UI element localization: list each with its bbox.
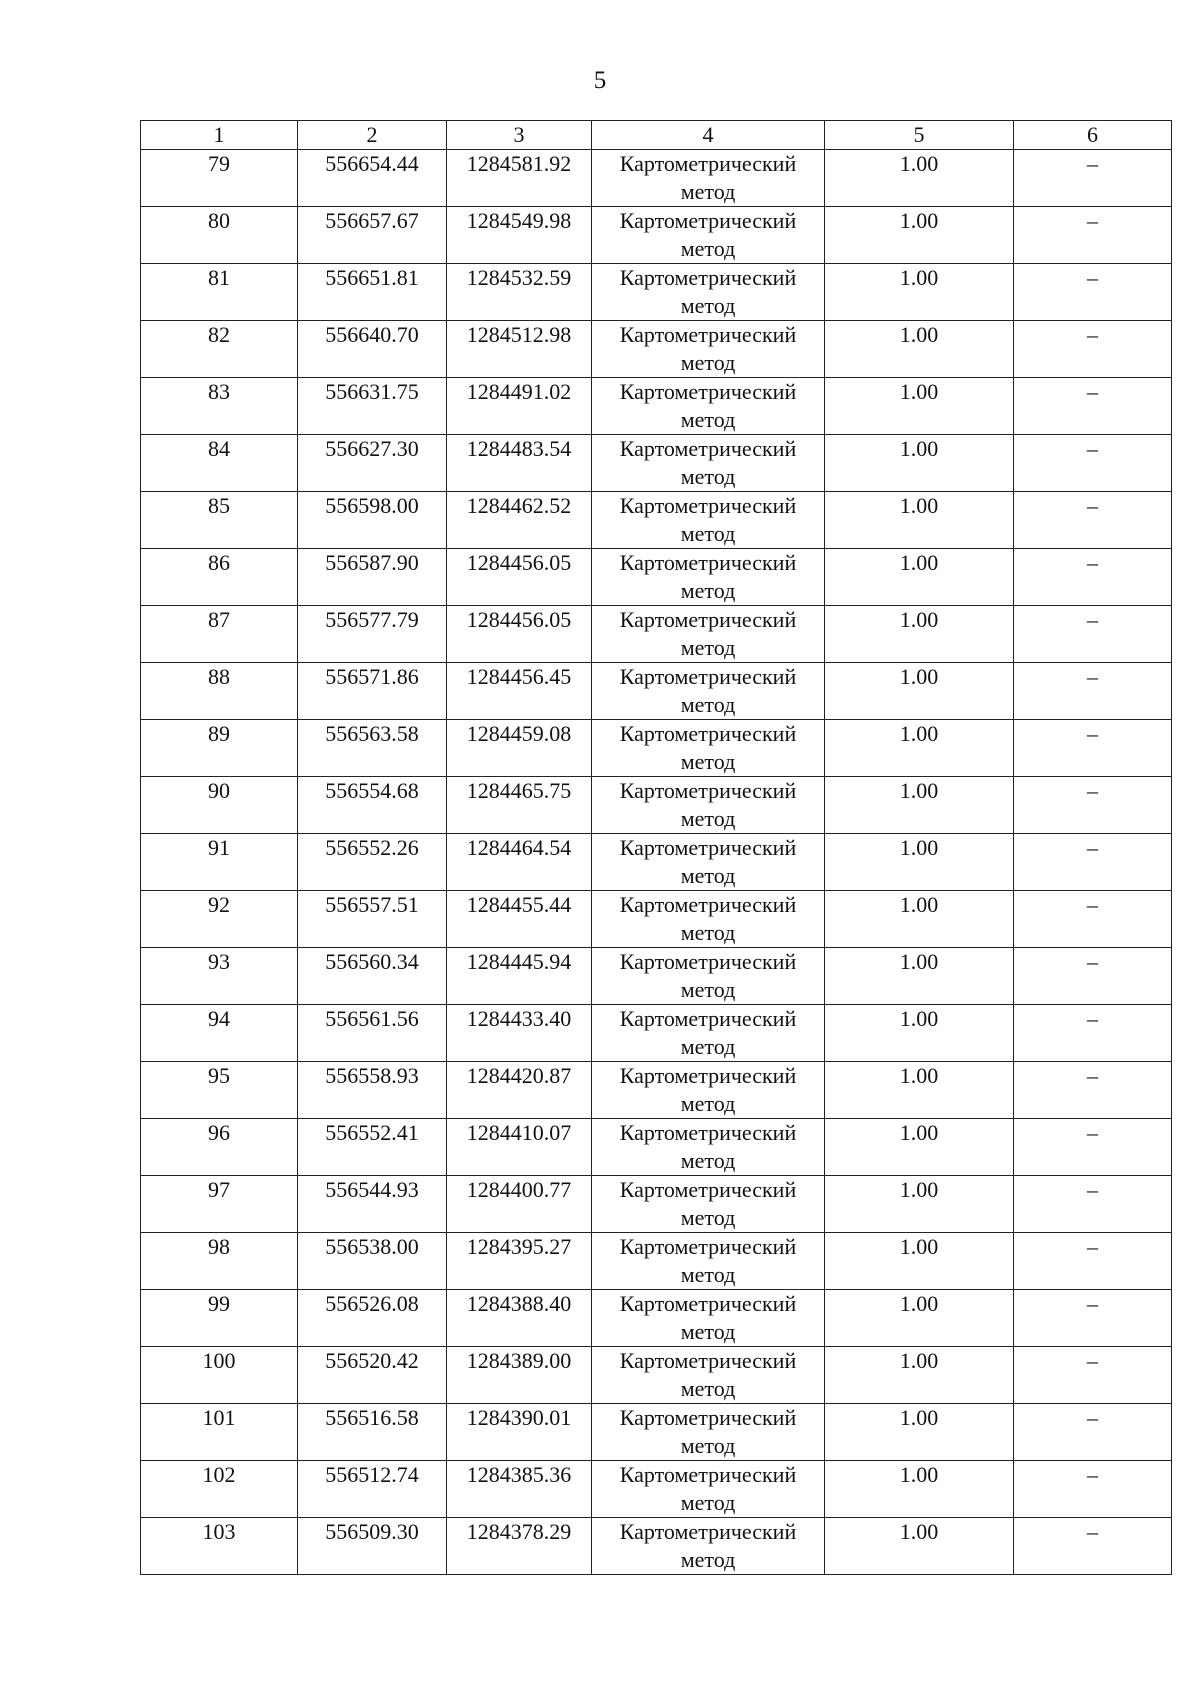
table-row <box>141 1404 1172 1461</box>
x-coordinate-cell: 556509.30 <box>298 1518 447 1575</box>
point-number-cell: 96 <box>141 1119 298 1176</box>
table-row <box>141 1176 1172 1233</box>
y-coordinate-cell: 1284549.98 <box>447 207 592 264</box>
y-coordinate-cell: 1284388.40 <box>447 1290 592 1347</box>
y-coordinate-cell: 1284456.45 <box>447 663 592 720</box>
method-cell: Картометрический метод <box>592 1404 825 1461</box>
y-coordinate-cell: 1284395.27 <box>447 1233 592 1290</box>
table-row <box>141 606 1172 663</box>
y-coordinate-cell: 1284455.44 <box>447 891 592 948</box>
method-cell: Картометрический метод <box>592 321 825 378</box>
x-coordinate-cell: 556561.56 <box>298 1005 447 1062</box>
x-coordinate-cell: 556587.90 <box>298 549 447 606</box>
accuracy-cell: 1.00 <box>825 663 1014 720</box>
y-coordinate-cell: 1284464.54 <box>447 834 592 891</box>
accuracy-cell: 1.00 <box>825 1347 1014 1404</box>
x-coordinate-cell: 556654.44 <box>298 150 447 207</box>
description-cell: – <box>1014 1290 1172 1347</box>
method-cell: Картометрический метод <box>592 150 825 207</box>
method-cell: Картометрический метод <box>592 1119 825 1176</box>
x-coordinate-cell: 556516.58 <box>298 1404 447 1461</box>
x-coordinate-cell: 556552.26 <box>298 834 447 891</box>
description-cell: – <box>1014 378 1172 435</box>
table-row <box>141 834 1172 891</box>
x-coordinate-cell: 556557.51 <box>298 891 447 948</box>
x-coordinate-cell: 556520.42 <box>298 1347 447 1404</box>
table-header-row <box>141 121 1172 150</box>
method-cell: Картометрический метод <box>592 264 825 321</box>
description-cell: – <box>1014 1062 1172 1119</box>
accuracy-cell: 1.00 <box>825 1404 1014 1461</box>
method-cell: Картометрический метод <box>592 663 825 720</box>
x-coordinate-cell: 556526.08 <box>298 1290 447 1347</box>
y-coordinate-cell: 1284532.59 <box>447 264 592 321</box>
point-number-cell: 85 <box>141 492 298 549</box>
y-coordinate-cell: 1284456.05 <box>447 549 592 606</box>
method-cell: Картометрический метод <box>592 1290 825 1347</box>
y-coordinate-cell: 1284459.08 <box>447 720 592 777</box>
point-number-cell: 100 <box>141 1347 298 1404</box>
table-row <box>141 321 1172 378</box>
point-number-cell: 98 <box>141 1233 298 1290</box>
point-number-cell: 90 <box>141 777 298 834</box>
point-number-cell: 81 <box>141 264 298 321</box>
description-cell: – <box>1014 492 1172 549</box>
description-cell: – <box>1014 264 1172 321</box>
point-number-cell: 86 <box>141 549 298 606</box>
y-coordinate-cell: 1284420.87 <box>447 1062 592 1119</box>
y-coordinate-cell: 1284385.36 <box>447 1461 592 1518</box>
y-coordinate-cell: 1284483.54 <box>447 435 592 492</box>
point-number-cell: 83 <box>141 378 298 435</box>
method-cell: Картометрический метод <box>592 378 825 435</box>
accuracy-cell: 1.00 <box>825 435 1014 492</box>
method-cell: Картометрический метод <box>592 948 825 1005</box>
y-coordinate-cell: 1284445.94 <box>447 948 592 1005</box>
description-cell: – <box>1014 150 1172 207</box>
description-cell: – <box>1014 207 1172 264</box>
point-number-cell: 97 <box>141 1176 298 1233</box>
accuracy-cell: 1.00 <box>825 549 1014 606</box>
column-header-2: 2 <box>298 121 447 150</box>
table-row <box>141 378 1172 435</box>
x-coordinate-cell: 556558.93 <box>298 1062 447 1119</box>
accuracy-cell: 1.00 <box>825 1233 1014 1290</box>
table-row <box>141 1062 1172 1119</box>
accuracy-cell: 1.00 <box>825 1005 1014 1062</box>
point-number-cell: 93 <box>141 948 298 1005</box>
y-coordinate-cell: 1284462.52 <box>447 492 592 549</box>
accuracy-cell: 1.00 <box>825 720 1014 777</box>
accuracy-cell: 1.00 <box>825 891 1014 948</box>
method-cell: Картометрический метод <box>592 1005 825 1062</box>
x-coordinate-cell: 556538.00 <box>298 1233 447 1290</box>
y-coordinate-cell: 1284491.02 <box>447 378 592 435</box>
description-cell: – <box>1014 435 1172 492</box>
table-row <box>141 1347 1172 1404</box>
page-number: 5 <box>593 67 607 94</box>
point-number-cell: 102 <box>141 1461 298 1518</box>
y-coordinate-cell: 1284389.00 <box>447 1347 592 1404</box>
description-cell: – <box>1014 834 1172 891</box>
point-number-cell: 95 <box>141 1062 298 1119</box>
point-number-cell: 88 <box>141 663 298 720</box>
column-header-3: 3 <box>447 121 592 150</box>
accuracy-cell: 1.00 <box>825 321 1014 378</box>
x-coordinate-cell: 556544.93 <box>298 1176 447 1233</box>
description-cell: – <box>1014 663 1172 720</box>
y-coordinate-cell: 1284456.05 <box>447 606 592 663</box>
point-number-cell: 101 <box>141 1404 298 1461</box>
description-cell: – <box>1014 948 1172 1005</box>
method-cell: Картометрический метод <box>592 834 825 891</box>
table-row <box>141 1290 1172 1347</box>
description-cell: – <box>1014 1461 1172 1518</box>
y-coordinate-cell: 1284410.07 <box>447 1119 592 1176</box>
method-cell: Картометрический метод <box>592 720 825 777</box>
table-row <box>141 1518 1172 1575</box>
x-coordinate-cell: 556651.81 <box>298 264 447 321</box>
table-row <box>141 1005 1172 1062</box>
point-number-cell: 103 <box>141 1518 298 1575</box>
method-cell: Картометрический метод <box>592 891 825 948</box>
accuracy-cell: 1.00 <box>825 1176 1014 1233</box>
point-number-cell: 87 <box>141 606 298 663</box>
accuracy-cell: 1.00 <box>825 777 1014 834</box>
y-coordinate-cell: 1284400.77 <box>447 1176 592 1233</box>
table-row <box>141 1119 1172 1176</box>
point-number-cell: 89 <box>141 720 298 777</box>
x-coordinate-cell: 556627.30 <box>298 435 447 492</box>
table-row <box>141 264 1172 321</box>
column-header-6: 6 <box>1014 121 1172 150</box>
x-coordinate-cell: 556631.75 <box>298 378 447 435</box>
table-row <box>141 948 1172 1005</box>
table-row <box>141 207 1172 264</box>
table-row <box>141 492 1172 549</box>
x-coordinate-cell: 556571.86 <box>298 663 447 720</box>
accuracy-cell: 1.00 <box>825 948 1014 1005</box>
x-coordinate-cell: 556560.34 <box>298 948 447 1005</box>
method-cell: Картометрический метод <box>592 492 825 549</box>
table-row <box>141 720 1172 777</box>
method-cell: Картометрический метод <box>592 549 825 606</box>
accuracy-cell: 1.00 <box>825 492 1014 549</box>
accuracy-cell: 1.00 <box>825 1119 1014 1176</box>
table-row <box>141 1461 1172 1518</box>
accuracy-cell: 1.00 <box>825 1518 1014 1575</box>
y-coordinate-cell: 1284465.75 <box>447 777 592 834</box>
coordinates-table <box>140 120 1172 1575</box>
y-coordinate-cell: 1284390.01 <box>447 1404 592 1461</box>
y-coordinate-cell: 1284378.29 <box>447 1518 592 1575</box>
table-row <box>141 549 1172 606</box>
table-row <box>141 777 1172 834</box>
accuracy-cell: 1.00 <box>825 606 1014 663</box>
description-cell: – <box>1014 720 1172 777</box>
x-coordinate-cell: 556577.79 <box>298 606 447 663</box>
point-number-cell: 91 <box>141 834 298 891</box>
accuracy-cell: 1.00 <box>825 207 1014 264</box>
description-cell: – <box>1014 1518 1172 1575</box>
point-number-cell: 99 <box>141 1290 298 1347</box>
table-row <box>141 663 1172 720</box>
description-cell: – <box>1014 1347 1172 1404</box>
method-cell: Картометрический метод <box>592 435 825 492</box>
x-coordinate-cell: 556554.68 <box>298 777 447 834</box>
y-coordinate-cell: 1284512.98 <box>447 321 592 378</box>
point-number-cell: 82 <box>141 321 298 378</box>
method-cell: Картометрический метод <box>592 777 825 834</box>
method-cell: Картометрический метод <box>592 1461 825 1518</box>
description-cell: – <box>1014 1176 1172 1233</box>
description-cell: – <box>1014 1119 1172 1176</box>
table-row <box>141 1233 1172 1290</box>
point-number-cell: 94 <box>141 1005 298 1062</box>
description-cell: – <box>1014 891 1172 948</box>
accuracy-cell: 1.00 <box>825 1461 1014 1518</box>
x-coordinate-cell: 556657.67 <box>298 207 447 264</box>
column-header-5: 5 <box>825 121 1014 150</box>
column-header-4: 4 <box>592 121 825 150</box>
method-cell: Картометрический метод <box>592 1518 825 1575</box>
accuracy-cell: 1.00 <box>825 264 1014 321</box>
method-cell: Картометрический метод <box>592 1233 825 1290</box>
x-coordinate-cell: 556552.41 <box>298 1119 447 1176</box>
point-number-cell: 79 <box>141 150 298 207</box>
table-row <box>141 891 1172 948</box>
description-cell: – <box>1014 321 1172 378</box>
table-body <box>141 150 1172 1575</box>
accuracy-cell: 1.00 <box>825 150 1014 207</box>
accuracy-cell: 1.00 <box>825 1290 1014 1347</box>
point-number-cell: 92 <box>141 891 298 948</box>
accuracy-cell: 1.00 <box>825 834 1014 891</box>
method-cell: Картометрический метод <box>592 1062 825 1119</box>
point-number-cell: 80 <box>141 207 298 264</box>
x-coordinate-cell: 556598.00 <box>298 492 447 549</box>
y-coordinate-cell: 1284433.40 <box>447 1005 592 1062</box>
accuracy-cell: 1.00 <box>825 378 1014 435</box>
x-coordinate-cell: 556640.70 <box>298 321 447 378</box>
method-cell: Картометрический метод <box>592 1347 825 1404</box>
method-cell: Картометрический метод <box>592 606 825 663</box>
column-header-1: 1 <box>141 121 298 150</box>
accuracy-cell: 1.00 <box>825 1062 1014 1119</box>
description-cell: – <box>1014 777 1172 834</box>
description-cell: – <box>1014 1404 1172 1461</box>
description-cell: – <box>1014 606 1172 663</box>
description-cell: – <box>1014 1005 1172 1062</box>
method-cell: Картометрический метод <box>592 1176 825 1233</box>
y-coordinate-cell: 1284581.92 <box>447 150 592 207</box>
table-row <box>141 435 1172 492</box>
description-cell: – <box>1014 1233 1172 1290</box>
x-coordinate-cell: 556563.58 <box>298 720 447 777</box>
x-coordinate-cell: 556512.74 <box>298 1461 447 1518</box>
table-row <box>141 150 1172 207</box>
description-cell: – <box>1014 549 1172 606</box>
point-number-cell: 84 <box>141 435 298 492</box>
method-cell: Картометрический метод <box>592 207 825 264</box>
